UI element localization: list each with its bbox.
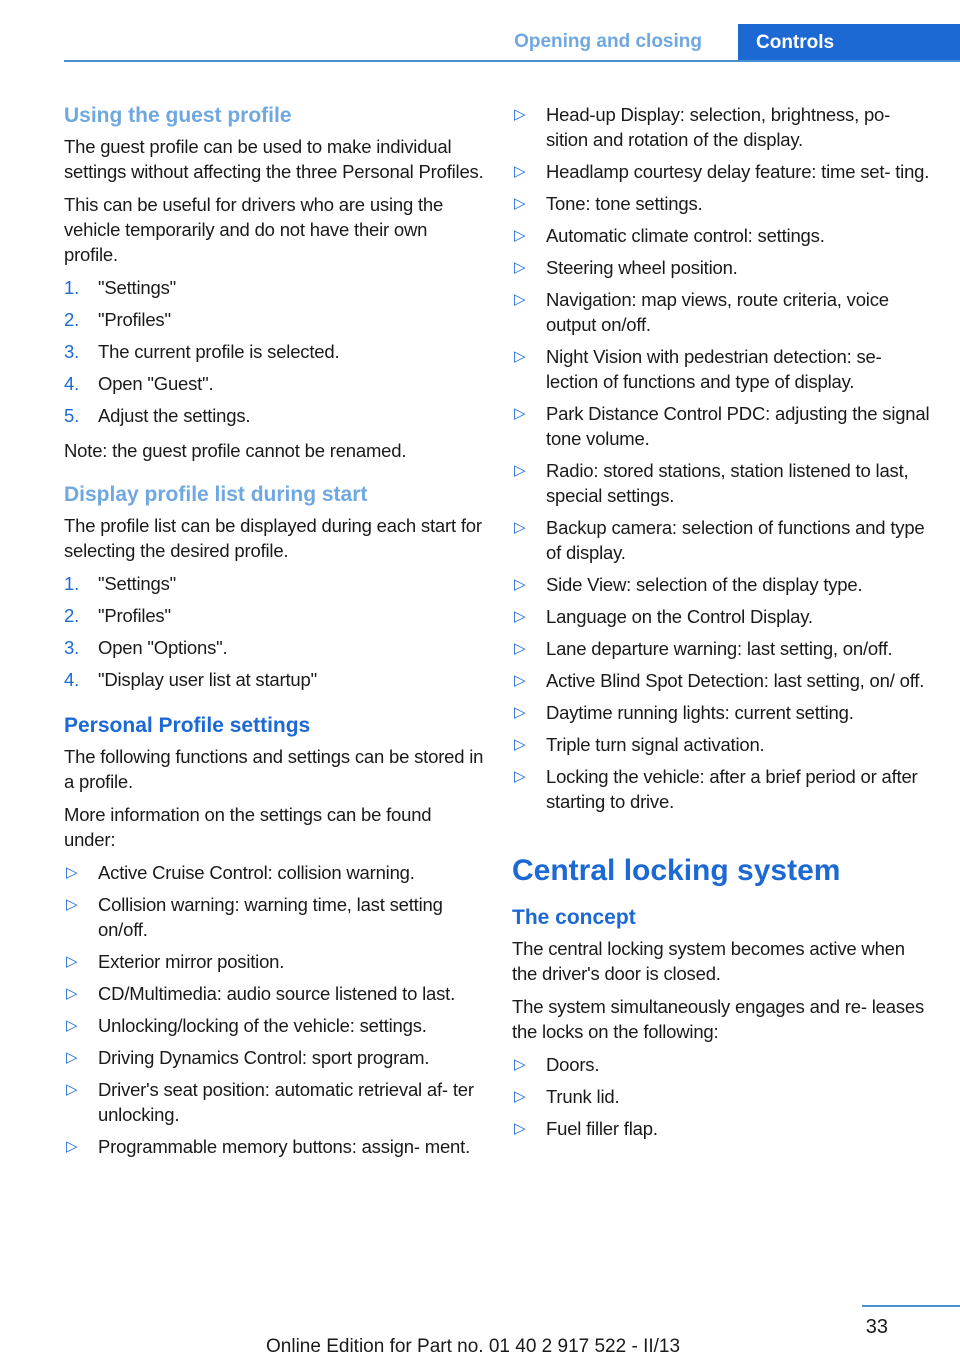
list-item: [64, 635, 484, 660]
central-locking-heading: Central locking system: [512, 854, 841, 887]
bullet-triangle-icon: ▷: [66, 1017, 78, 1034]
concept-heading: The concept: [512, 906, 636, 929]
list-item-text: "Settings": [98, 573, 176, 594]
bullet-triangle-icon: ▷: [514, 106, 526, 123]
step-number: 4.: [64, 373, 80, 394]
list-item-text: Park Distance Control PDC: adjusting the signal tone volume.: [546, 403, 930, 449]
list-item: [512, 1052, 932, 1077]
bullet-triangle-icon: ▷: [514, 736, 526, 753]
bullet-list: [512, 102, 932, 814]
list-item-text: Language on the Control Display.: [546, 606, 813, 627]
list-item-text: "Settings": [98, 277, 176, 298]
list-item-text: Active Cruise Control: collision warning.: [98, 862, 415, 883]
list-item-text: Headlamp courtesy delay feature: time set‐ ting.: [546, 161, 930, 182]
list-item: [512, 458, 932, 508]
paragraph: More information on the settings can be found under:: [64, 804, 432, 850]
list-item-text: Adjust the settings.: [98, 405, 251, 426]
bullet-list: [64, 860, 484, 1159]
page-number: 33: [865, 1316, 888, 1338]
list-item: [512, 700, 932, 725]
list-item-text: Night Vision with pedestrian detection: se‐ lection of functions and type of display.: [546, 346, 882, 392]
list-item-text: Triple turn signal activation.: [546, 734, 765, 755]
step-number: 2.: [64, 309, 80, 330]
list-item-text: CD/Multimedia: audio source listened to last.: [98, 983, 456, 1004]
bullet-triangle-icon: ▷: [514, 1120, 526, 1137]
bullet-triangle-icon: ▷: [66, 864, 78, 881]
list-item-text: "Display user list at startup": [98, 669, 317, 690]
list-item-text: Active Blind Spot Detection: last setting, on/ off.: [546, 670, 925, 691]
bullet-list: [512, 1052, 932, 1141]
paragraph: The profile list can be displayed during each start for selecting the desired profile.: [64, 515, 482, 561]
paragraph: The guest profile can be used to make individual settings without affecting the three Personal Profiles.: [64, 136, 484, 182]
bullet-triangle-icon: ▷: [514, 163, 526, 180]
list-item: [64, 275, 484, 300]
bullet-triangle-icon: ▷: [514, 348, 526, 365]
list-item-text: Navigation: map views, route criteria, voice output on/off.: [546, 289, 889, 335]
bullet-triangle-icon: ▷: [514, 1088, 526, 1105]
list-item: [512, 764, 932, 814]
bullet-triangle-icon: ▷: [514, 576, 526, 593]
bullet-triangle-icon: ▷: [514, 640, 526, 657]
list-item: [64, 603, 484, 628]
list-item-text: Tone: tone settings.: [546, 193, 703, 214]
list-item-text: Open "Guest".: [98, 373, 214, 394]
bullet-triangle-icon: ▷: [514, 227, 526, 244]
list-item: [512, 604, 932, 629]
list-item: [64, 1077, 484, 1127]
display-profile-heading: Display profile list during start: [64, 483, 368, 506]
list-item-text: Fuel filler flap.: [546, 1118, 658, 1139]
list-item-text: Collision warning: warning time, last setting on/off.: [98, 894, 443, 940]
list-item: [64, 339, 484, 364]
list-item: [64, 371, 484, 396]
list-item-text: Radio: stored stations, station listened to last, special settings.: [546, 460, 909, 506]
list-item: [512, 102, 932, 152]
bullet-triangle-icon: ▷: [514, 195, 526, 212]
list-item: [512, 515, 932, 565]
list-item-text: Driving Dynamics Control: sport program.: [98, 1047, 430, 1068]
bullet-triangle-icon: ▷: [514, 704, 526, 721]
paragraph: The system simultaneously engages and re‐ leases the locks on the following:: [512, 996, 925, 1042]
bullet-triangle-icon: ▷: [514, 672, 526, 689]
paragraph: This can be useful for drivers who are using the vehicle temporarily and do not have their own profile.: [64, 194, 444, 265]
bullet-triangle-icon: ▷: [66, 953, 78, 970]
list-item: [64, 892, 484, 942]
list-item: [512, 668, 932, 693]
list-item-text: Automatic climate control: settings.: [546, 225, 825, 246]
edition-footer: Online Edition for Part no. 01 40 2 917 522 - II/13: [266, 1336, 681, 1357]
list-item: [64, 860, 484, 885]
list-item-text: "Profiles": [98, 605, 171, 626]
list-item-text: Exterior mirror position.: [98, 951, 285, 972]
list-item: [512, 191, 932, 216]
header-rule: [64, 60, 960, 62]
bullet-triangle-icon: ▷: [514, 405, 526, 422]
list-item-text: The current profile is selected.: [98, 341, 340, 362]
list-item: [512, 344, 932, 394]
paragraph: The central locking system becomes active when the driver's door is closed.: [512, 938, 905, 984]
list-item: [64, 667, 484, 692]
numbered-list: [64, 275, 484, 428]
step-number: 3.: [64, 637, 80, 658]
bullet-triangle-icon: ▷: [514, 768, 526, 785]
right-column: [512, 102, 932, 1151]
list-item-text: Open "Options".: [98, 637, 228, 658]
list-item: [512, 401, 932, 451]
bullet-triangle-icon: ▷: [514, 259, 526, 276]
list-item: [512, 255, 932, 280]
list-item-text: Doors.: [546, 1054, 600, 1075]
bullet-triangle-icon: ▷: [514, 519, 526, 536]
footer-rule: [862, 1305, 960, 1307]
paragraph: The following functions and settings can be stored in a profile.: [64, 746, 484, 792]
list-item: [512, 636, 932, 661]
list-item: [512, 1116, 932, 1141]
list-item: [64, 981, 484, 1006]
bullet-triangle-icon: ▷: [66, 896, 78, 913]
list-item: [512, 223, 932, 248]
list-item: [64, 1013, 484, 1038]
list-item: [512, 287, 932, 337]
paragraph: Note: the guest profile cannot be renamed.: [64, 440, 407, 461]
numbered-list: [64, 571, 484, 692]
bullet-triangle-icon: ▷: [66, 1138, 78, 1155]
list-item-text: "Profiles": [98, 309, 171, 330]
list-item-text: Unlocking/locking of the vehicle: settings.: [98, 1015, 427, 1036]
list-item: [64, 307, 484, 332]
list-item-text: Programmable memory buttons: assign‐ ment.: [98, 1136, 471, 1157]
list-item: [512, 1084, 932, 1109]
step-number: 1.: [64, 573, 80, 594]
list-item: [64, 571, 484, 596]
bullet-triangle-icon: ▷: [66, 1081, 78, 1098]
list-item-text: Driver's seat position: automatic retrieval af‐ ter unlocking.: [98, 1079, 474, 1125]
list-item-text: Daytime running lights: current setting.: [546, 702, 854, 723]
list-item-text: Backup camera: selection of functions and type of display.: [546, 517, 925, 563]
step-number: 3.: [64, 341, 80, 362]
step-number: 2.: [64, 605, 80, 626]
header-tab-controls: Controls: [738, 24, 960, 62]
step-number: 5.: [64, 405, 80, 426]
bullet-triangle-icon: ▷: [66, 1049, 78, 1066]
personal-settings-heading: Personal Profile settings: [64, 714, 311, 737]
bullet-triangle-icon: ▷: [514, 608, 526, 625]
list-item: [512, 732, 932, 757]
list-item-text: Head-up Display: selection, brightness, po‐ sition and rotation of the display.: [546, 104, 891, 150]
bullet-triangle-icon: ▷: [66, 985, 78, 1002]
list-item-text: Locking the vehicle: after a brief period or after starting to drive.: [546, 766, 918, 812]
header-section: Opening and closing: [514, 31, 702, 52]
list-item: [512, 572, 932, 597]
list-item-text: Side View: selection of the display type.: [546, 574, 863, 595]
guest-profile-heading: Using the guest profile: [64, 104, 292, 127]
bullet-triangle-icon: ▷: [514, 462, 526, 479]
list-item-text: Lane departure warning: last setting, on/off.: [546, 638, 893, 659]
list-item-text: Steering wheel position.: [546, 257, 738, 278]
left-column: [64, 102, 484, 1169]
bullet-triangle-icon: ▷: [514, 291, 526, 308]
bullet-triangle-icon: ▷: [514, 1056, 526, 1073]
step-number: 4.: [64, 669, 80, 690]
list-item-text: Trunk lid.: [546, 1086, 620, 1107]
list-item: [64, 403, 484, 428]
list-item: [64, 1134, 484, 1159]
list-item: [512, 159, 932, 184]
step-number: 1.: [64, 277, 80, 298]
list-item: [64, 949, 484, 974]
list-item: [64, 1045, 484, 1070]
